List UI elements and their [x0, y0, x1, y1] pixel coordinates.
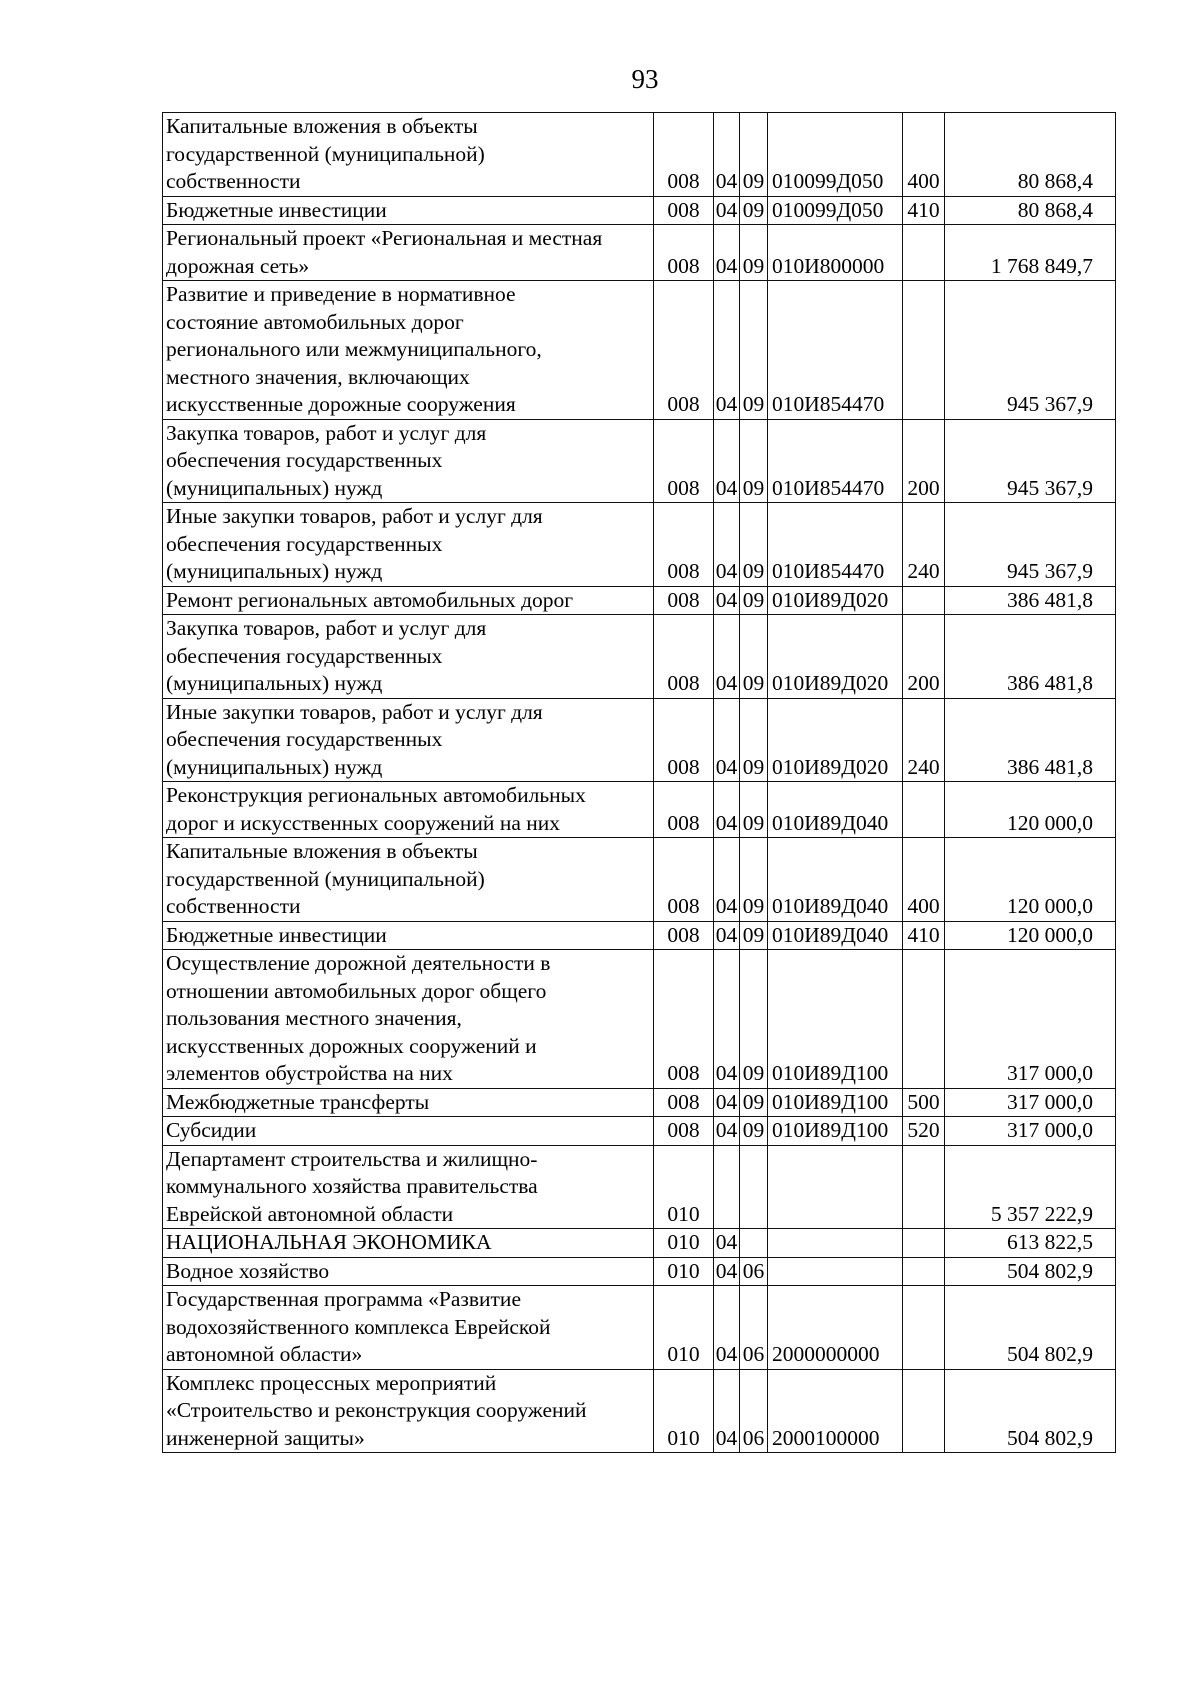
cell-expense-type: 400	[903, 838, 945, 922]
description-line: Департамент строительства и жилищно-	[166, 1146, 538, 1171]
cell-description	[163, 1088, 654, 1117]
cell-target-article	[768, 1229, 903, 1258]
cell-subsection: 09	[740, 503, 768, 587]
cell-expense-type: 200	[903, 419, 945, 503]
cell-ved: 010	[654, 1257, 714, 1286]
table-row	[163, 1088, 1116, 1117]
cell-description	[163, 782, 654, 838]
description-line: пользования местного значения,	[166, 1006, 462, 1030]
cell-expense-type: 520	[903, 1117, 945, 1146]
cell-section: 04	[714, 113, 740, 197]
cell-description	[163, 281, 654, 420]
cell-expense-type: 240	[903, 503, 945, 587]
table-row	[163, 1229, 1116, 1258]
description-line: (муниципальных) нужд	[166, 671, 383, 695]
description-line: Закупка товаров, работ и услуг для	[166, 616, 487, 640]
description-line: Комплекс процессных мероприятий	[166, 1370, 497, 1395]
cell-section: 04	[714, 698, 740, 782]
cell-amount: 386 481,8	[945, 586, 1116, 615]
description-line: Еврейской автономной области	[166, 1201, 454, 1226]
cell-amount: 120 000,0	[945, 782, 1116, 838]
cell-ved: 008	[654, 225, 714, 281]
cell-subsection: 09	[740, 1117, 768, 1146]
description-line: автономной области»	[166, 1342, 363, 1366]
cell-amount: 1 768 849,7	[945, 225, 1116, 281]
cell-expense-type	[903, 1145, 945, 1229]
cell-target-article: 010И854470	[768, 281, 903, 420]
description-line: Региональный проект «Региональная и местная	[166, 226, 603, 250]
cell-description	[163, 838, 654, 922]
description-line: обеспечения государственных	[166, 643, 443, 668]
cell-target-article: 2000100000	[768, 1369, 903, 1453]
description-line: Реконструкция региональных автомобильных	[166, 783, 586, 807]
cell-ved: 010	[654, 1369, 714, 1453]
cell-section: 04	[714, 1117, 740, 1146]
cell-subsection: 09	[740, 113, 768, 197]
table-row	[163, 1286, 1116, 1370]
cell-subsection: 09	[740, 838, 768, 922]
description-line: инженерной защиты»	[166, 1425, 365, 1450]
table-row	[163, 950, 1116, 1089]
cell-section: 04	[714, 782, 740, 838]
cell-expense-type	[903, 950, 945, 1089]
cell-description	[163, 503, 654, 587]
cell-expense-type: 400	[903, 113, 945, 197]
cell-expense-type: 500	[903, 1088, 945, 1117]
cell-description	[163, 1229, 654, 1258]
cell-expense-type	[903, 1369, 945, 1453]
cell-description	[163, 586, 654, 615]
cell-expense-type	[903, 281, 945, 420]
cell-amount: 80 868,4	[945, 113, 1116, 197]
cell-target-article: 010И89Д100	[768, 1088, 903, 1117]
description-line: искусственные дорожные сооружения	[166, 392, 516, 416]
cell-description	[163, 615, 654, 699]
table-row	[163, 698, 1116, 782]
cell-ved: 008	[654, 950, 714, 1089]
cell-section: 04	[714, 419, 740, 503]
cell-section: 04	[714, 1229, 740, 1258]
cell-target-article: 010И89Д020	[768, 615, 903, 699]
cell-subsection: 09	[740, 196, 768, 225]
cell-amount: 504 802,9	[945, 1369, 1116, 1453]
cell-amount: 317 000,0	[945, 1088, 1116, 1117]
table-row	[163, 1117, 1116, 1146]
cell-amount: 613 822,5	[945, 1229, 1116, 1258]
table-row	[163, 419, 1116, 503]
table-row	[163, 615, 1116, 699]
cell-description	[163, 921, 654, 950]
description-line: собственности	[166, 894, 301, 918]
description-line: обеспечения государственных	[166, 727, 443, 751]
cell-amount: 120 000,0	[945, 921, 1116, 950]
cell-expense-type: 200	[903, 615, 945, 699]
cell-subsection: 09	[740, 586, 768, 615]
cell-description	[163, 1369, 654, 1453]
cell-subsection: 09	[740, 615, 768, 699]
table-row	[163, 113, 1116, 197]
cell-section: 04	[714, 281, 740, 420]
cell-expense-type: 410	[903, 196, 945, 225]
cell-subsection: 09	[740, 281, 768, 420]
cell-section	[714, 1145, 740, 1229]
budget-table	[162, 112, 1116, 1453]
cell-ved: 010	[654, 1286, 714, 1370]
cell-amount: 120 000,0	[945, 838, 1116, 922]
cell-subsection: 09	[740, 698, 768, 782]
cell-subsection	[740, 1229, 768, 1258]
cell-target-article: 010И854470	[768, 419, 903, 503]
cell-subsection: 09	[740, 1088, 768, 1117]
description-line: обеспечения государственных	[166, 448, 443, 472]
cell-target-article: 010И800000	[768, 225, 903, 281]
description-line: Иные закупки товаров, работ и услуг для	[166, 504, 543, 528]
cell-expense-type	[903, 1286, 945, 1370]
cell-section: 04	[714, 615, 740, 699]
cell-target-article	[768, 1257, 903, 1286]
description-line: Государственная программа «Развитие	[166, 1287, 521, 1311]
cell-expense-type	[903, 782, 945, 838]
cell-subsection: 06	[740, 1369, 768, 1453]
description-line: коммунального хозяйства правительства	[166, 1174, 538, 1198]
cell-target-article	[768, 1145, 903, 1229]
description-line: водохозяйственного комплекса Еврейской	[166, 1314, 551, 1339]
cell-ved: 008	[654, 921, 714, 950]
cell-expense-type: 240	[903, 698, 945, 782]
cell-ved: 008	[654, 196, 714, 225]
description-line: Бюджетные инвестиции	[166, 197, 387, 222]
cell-section: 04	[714, 196, 740, 225]
cell-ved: 010	[654, 1145, 714, 1229]
description-line: НАЦИОНАЛЬНАЯ ЭКОНОМИКА	[166, 1230, 492, 1254]
cell-expense-type	[903, 586, 945, 615]
description-line: государственной (муниципальной)	[166, 141, 485, 166]
cell-ved: 010	[654, 1229, 714, 1258]
cell-target-article: 010099Д050	[768, 113, 903, 197]
table-row	[163, 225, 1116, 281]
cell-description	[163, 950, 654, 1089]
budget-table-body	[163, 113, 1116, 1453]
table-row	[163, 196, 1116, 225]
cell-amount: 945 367,9	[945, 281, 1116, 420]
cell-ved: 008	[654, 281, 714, 420]
cell-section: 04	[714, 503, 740, 587]
description-line: обеспечения государственных	[166, 531, 443, 556]
cell-amount: 386 481,8	[945, 698, 1116, 782]
table-row	[163, 1369, 1116, 1453]
table-row	[163, 586, 1116, 615]
description-line: состояние автомобильных дорог	[166, 309, 464, 334]
cell-expense-type	[903, 1257, 945, 1286]
table-row	[163, 1145, 1116, 1229]
cell-target-article: 2000000000	[768, 1286, 903, 1370]
description-line: собственности	[166, 169, 301, 193]
cell-target-article: 010И89Д100	[768, 950, 903, 1089]
cell-ved: 008	[654, 782, 714, 838]
cell-ved: 008	[654, 698, 714, 782]
table-row	[163, 921, 1116, 950]
cell-description	[163, 225, 654, 281]
description-line: местного значения, включающих	[166, 364, 470, 389]
cell-subsection: 09	[740, 950, 768, 1089]
description-line: Иные закупки товаров, работ и услуг для	[166, 699, 543, 724]
cell-ved: 008	[654, 586, 714, 615]
cell-section: 04	[714, 1257, 740, 1286]
description-line: элементов обустройства на них	[166, 1061, 453, 1085]
cell-amount: 945 367,9	[945, 503, 1116, 587]
description-line: искусственных дорожных сооружений и	[166, 1033, 537, 1058]
description-line: дорог и искусственных сооружений на них	[166, 810, 561, 835]
description-line: Развитие и приведение в нормативное	[166, 282, 516, 306]
cell-ved: 008	[654, 113, 714, 197]
cell-target-article: 010И89Д040	[768, 838, 903, 922]
cell-description	[163, 1145, 654, 1229]
cell-description	[163, 1257, 654, 1286]
description-line: Субсидии	[166, 1118, 257, 1142]
description-line: регионального или межмуниципального,	[166, 337, 542, 361]
table-row	[163, 838, 1116, 922]
cell-subsection: 06	[740, 1257, 768, 1286]
cell-subsection: 09	[740, 419, 768, 503]
cell-subsection: 09	[740, 782, 768, 838]
description-line: (муниципальных) нужд	[166, 475, 383, 500]
description-line: Ремонт региональных автомобильных дорог	[166, 587, 574, 612]
cell-section: 04	[714, 1088, 740, 1117]
cell-section: 04	[714, 838, 740, 922]
cell-amount: 317 000,0	[945, 1117, 1116, 1146]
cell-target-article: 010И89Д020	[768, 698, 903, 782]
cell-target-article: 010И89Д100	[768, 1117, 903, 1146]
cell-amount: 504 802,9	[945, 1257, 1116, 1286]
cell-description	[163, 196, 654, 225]
cell-ved: 008	[654, 615, 714, 699]
cell-description	[163, 419, 654, 503]
cell-ved: 008	[654, 1117, 714, 1146]
description-line: Закупка товаров, работ и услуг для	[166, 420, 487, 445]
cell-ved: 008	[654, 838, 714, 922]
page-number: 93	[631, 64, 659, 94]
description-line: (муниципальных) нужд	[166, 559, 383, 583]
cell-section: 04	[714, 1286, 740, 1370]
cell-description	[163, 1286, 654, 1370]
table-row	[163, 1257, 1116, 1286]
table-row	[163, 503, 1116, 587]
cell-amount: 504 802,9	[945, 1286, 1116, 1370]
description-line: Осуществление дорожной деятельности в	[166, 951, 551, 975]
cell-ved: 008	[654, 1088, 714, 1117]
description-line: Капитальные вложения в объекты	[166, 839, 478, 863]
cell-target-article: 010И89Д020	[768, 586, 903, 615]
description-line: Межбюджетные трансферты	[166, 1089, 430, 1114]
description-line: Капитальные вложения в объекты	[166, 114, 478, 138]
cell-target-article: 010И854470	[768, 503, 903, 587]
cell-ved: 008	[654, 503, 714, 587]
cell-section: 04	[714, 950, 740, 1089]
cell-amount: 80 868,4	[945, 196, 1116, 225]
cell-target-article: 010И89Д040	[768, 782, 903, 838]
cell-description	[163, 1117, 654, 1146]
description-line: Водное хозяйство	[166, 1258, 330, 1283]
description-line: Бюджетные инвестиции	[166, 922, 387, 947]
cell-subsection: 09	[740, 225, 768, 281]
cell-subsection	[740, 1145, 768, 1229]
table-row	[163, 782, 1116, 838]
cell-description	[163, 698, 654, 782]
cell-expense-type	[903, 225, 945, 281]
description-line: государственной (муниципальной)	[166, 866, 485, 891]
description-line: (муниципальных) нужд	[166, 754, 383, 779]
cell-amount: 317 000,0	[945, 950, 1116, 1089]
cell-description	[163, 113, 654, 197]
cell-expense-type	[903, 1229, 945, 1258]
table-row	[163, 281, 1116, 420]
description-line: дорожная сеть»	[166, 253, 310, 278]
cell-subsection: 06	[740, 1286, 768, 1370]
cell-ved: 008	[654, 419, 714, 503]
cell-section: 04	[714, 1369, 740, 1453]
cell-expense-type: 410	[903, 921, 945, 950]
description-line: отношении автомобильных дорог общего	[166, 978, 547, 1003]
cell-target-article: 010099Д050	[768, 196, 903, 225]
cell-target-article: 010И89Д040	[768, 921, 903, 950]
cell-amount: 5 357 222,9	[945, 1145, 1116, 1229]
cell-amount: 945 367,9	[945, 419, 1116, 503]
cell-section: 04	[714, 225, 740, 281]
cell-section: 04	[714, 921, 740, 950]
description-line: «Строительство и реконструкция сооружений	[166, 1398, 587, 1422]
cell-subsection: 09	[740, 921, 768, 950]
cell-section: 04	[714, 586, 740, 615]
cell-amount: 386 481,8	[945, 615, 1116, 699]
